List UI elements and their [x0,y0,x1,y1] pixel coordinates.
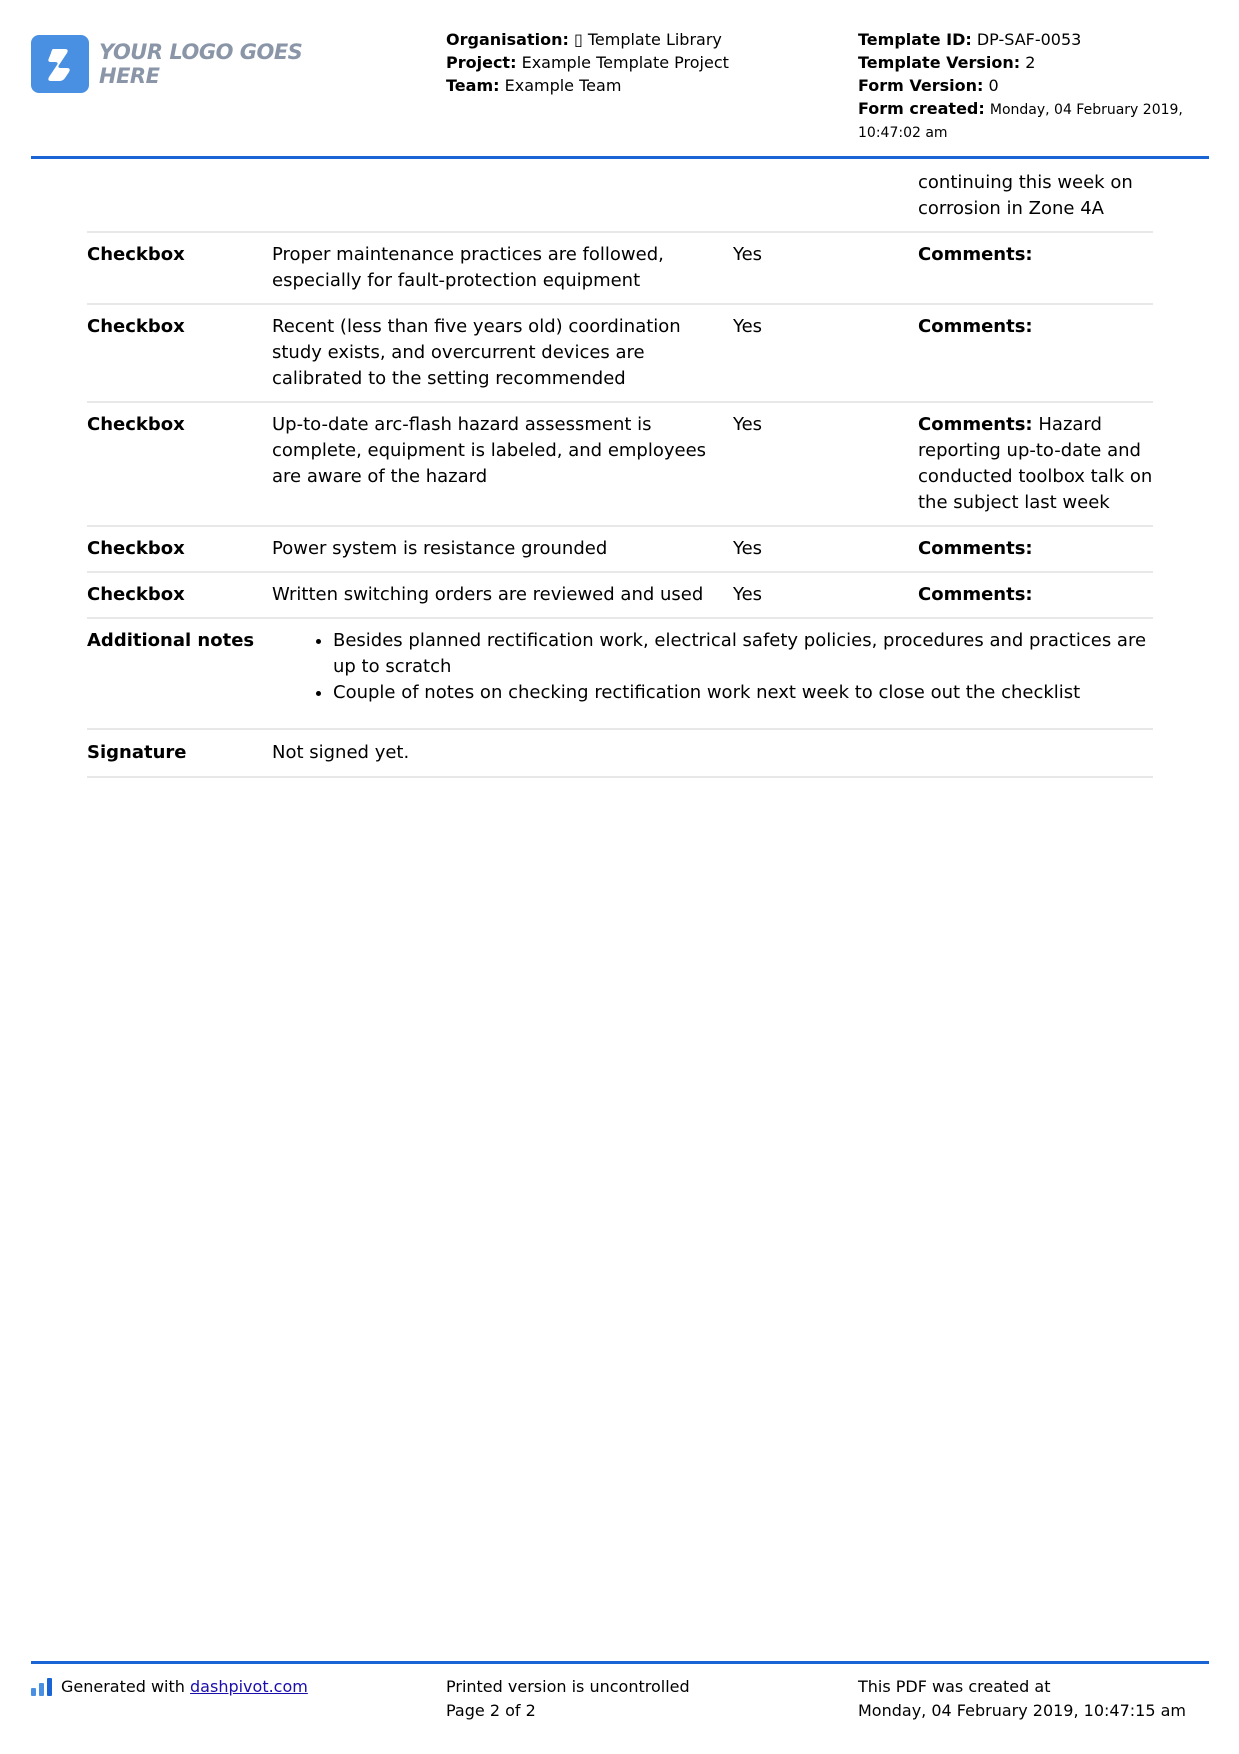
form-created-time: 10:47:02 am [858,125,948,141]
row-comments [918,232,1153,304]
comments-label: Comments: [918,584,1033,605]
notes-content [272,618,1153,729]
comments-label: Comments: [918,316,1033,337]
comments-text: Hazard reporting up-to-date and conducted toolbox talk on the subject last week [918,414,1153,513]
row-answer: Yes [733,232,918,304]
row-type: Checkbox [87,232,272,304]
uncontrolled-notice: Printed version is uncontrolled [446,1677,690,1696]
header-org-info [446,28,729,97]
logo-text: YOUR LOGO GOES HERE [99,40,303,88]
row-type: Checkbox [87,304,272,402]
created-prefix: This PDF was created at [858,1677,1051,1696]
row-type: Checkbox [87,572,272,618]
additional-notes-row [87,618,1153,729]
footer-divider [31,1661,1209,1664]
signature-row [87,729,1153,777]
continuation-row [87,170,1153,232]
list-item: • Besides planned rectification work, electrical safety policies, procedures and practices are up to scratch [333,628,1153,680]
comments-label: Comments: [918,244,1033,265]
row-type: Checkbox [87,402,272,526]
signature-value: Not signed yet. [272,729,1153,777]
form-version-value: 0 [988,76,999,95]
page-number: Page 2 of 2 [446,1701,536,1720]
team-label: Team: [446,76,500,95]
list-item: • Couple of notes on checking rectification work next week to close out the checklist [333,680,1153,706]
signature-label: Signature [87,729,272,777]
row-item: Power system is resistance grounded [272,526,733,572]
row-item: Proper maintenance practices are followed, especially for fault-protection equipment [272,232,733,304]
page-header [31,28,1209,154]
notes-list [272,628,1153,706]
form-created-value: Monday, 04 February 2019, [989,102,1183,118]
comments-label: Comments: [918,414,1033,435]
organisation-value: ▯ Template Library [573,30,722,49]
created-value: Monday, 04 February 2019, 10:47:15 am [858,1701,1186,1720]
template-id-label: Template ID: [858,30,972,49]
logo-icon [31,35,89,93]
footer-middle [446,1675,690,1723]
row-comments [918,572,1153,618]
team-value: Example Team [504,76,622,95]
row-item: Recent (less than five years old) coordination study exists, and overcurrent devices are calibrated to the setting recommended [272,304,733,402]
template-id-value: DP-SAF-0053 [976,30,1082,49]
row-comments [918,402,1153,526]
footer-right [858,1675,1186,1723]
generated-prefix: Generated with [61,1677,185,1696]
form-created-label: Form created: [858,99,985,118]
header-divider [31,156,1209,159]
table-row [87,232,1153,304]
dashpivot-link[interactable]: dashpivot.com [190,1677,308,1696]
form-version-label: Form Version: [858,76,984,95]
logo [31,34,351,94]
continuation-line: continuing this week on [918,172,1133,193]
footer-generated [31,1675,308,1699]
continuation-line: corrosion in Zone 4A [918,198,1104,219]
table-row [87,526,1153,572]
table-row [87,304,1153,402]
row-comments [918,526,1153,572]
notes-label: Additional notes [87,618,272,729]
table-row [87,402,1153,526]
project-value: Example Template Project [521,53,729,72]
row-comments [918,304,1153,402]
row-item: Written switching orders are reviewed and used [272,572,733,618]
row-answer: Yes [733,402,918,526]
row-type: Checkbox [87,526,272,572]
checklist-table [87,170,1153,778]
row-answer: Yes [733,572,918,618]
organisation-label: Organisation: [446,30,569,49]
row-item: Up-to-date arc-flash hazard assessment is complete, equipment is labeled, and employees are aware of the hazard [272,402,733,526]
template-version-value: 2 [1025,53,1036,72]
project-label: Project: [446,53,517,72]
bar-chart-icon [31,1678,53,1696]
header-template-info [858,28,1183,145]
row-answer: Yes [733,526,918,572]
comments-label: Comments: [918,538,1033,559]
table-row [87,572,1153,618]
row-answer: Yes [733,304,918,402]
template-version-label: Template Version: [858,53,1021,72]
